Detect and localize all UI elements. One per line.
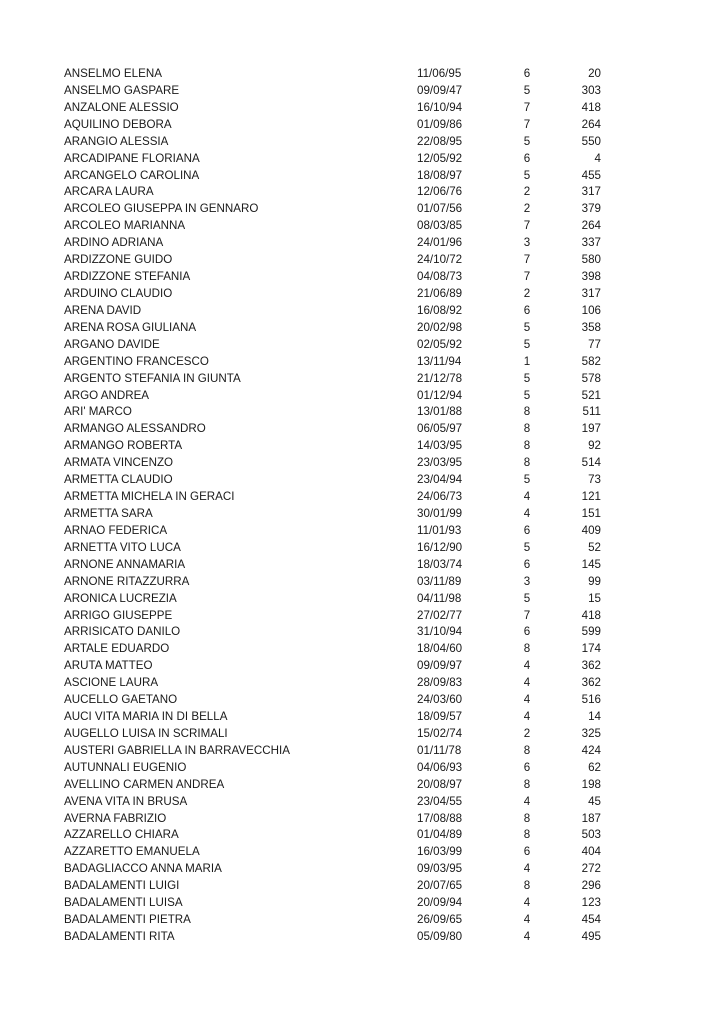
- list-row: [64, 83, 624, 100]
- entry-number: 92: [588, 439, 601, 453]
- group-number: 4: [523, 506, 531, 520]
- birth-date: 20/07/65: [417, 879, 463, 893]
- group-number: 5: [523, 168, 531, 182]
- person-name: BADALAMENTI PIETRA: [64, 913, 191, 927]
- birth-date: 11/06/95: [417, 67, 462, 80]
- list-row: [64, 134, 624, 151]
- group-number: 7: [523, 270, 531, 284]
- entry-number: 20: [588, 67, 601, 80]
- group-number: 7: [523, 253, 531, 267]
- list-row: [64, 523, 624, 540]
- group-number: 7: [523, 100, 531, 114]
- person-name: ARNETTA VITO LUCA: [64, 540, 181, 554]
- person-name: AUTUNNALI EUGENIO: [64, 760, 187, 774]
- group-number: 6: [523, 845, 531, 859]
- group-number: 5: [523, 83, 531, 97]
- list-row: [64, 151, 624, 168]
- birth-date: 03/11/89: [417, 574, 462, 588]
- group-number: 8: [523, 456, 531, 470]
- person-name: ARGENTINO FRANCESCO: [64, 354, 209, 368]
- birth-date: 12/05/92: [417, 151, 463, 165]
- person-name: ARTALE EDUARDO: [64, 642, 170, 656]
- birth-date: 13/01/88: [417, 405, 463, 419]
- group-number: 5: [523, 591, 531, 605]
- person-name: ARMETTA SARA: [64, 506, 153, 520]
- list-row: [64, 489, 624, 506]
- entry-number: 73: [588, 473, 601, 487]
- person-name: ARENA DAVID: [64, 303, 142, 317]
- person-name: AZZARETTO EMANUELA: [64, 845, 200, 859]
- person-name: ARCADIPANE FLORIANA: [64, 151, 200, 165]
- entry-number: 404: [581, 845, 601, 859]
- group-number: 6: [523, 303, 531, 317]
- entry-number: 272: [581, 862, 601, 876]
- entry-number: 578: [581, 371, 601, 385]
- list-row: [64, 320, 624, 337]
- person-name: ARMETTA CLAUDIO: [64, 473, 173, 487]
- list-row: [64, 286, 624, 303]
- entry-number: 418: [581, 608, 601, 622]
- list-row: [64, 438, 624, 455]
- entry-number: 317: [581, 185, 601, 199]
- list-row: [64, 218, 624, 235]
- group-number: 6: [523, 760, 531, 774]
- group-number: 4: [523, 913, 531, 927]
- entry-number: 123: [581, 896, 601, 910]
- group-number: 8: [523, 422, 531, 436]
- group-number: 6: [523, 625, 531, 639]
- group-number: 5: [523, 134, 531, 148]
- person-name: ASCIONE LAURA: [64, 676, 159, 690]
- birth-date: 21/12/78: [417, 371, 463, 385]
- birth-date: 23/03/95: [417, 456, 463, 470]
- entry-number: 424: [581, 743, 601, 757]
- group-number: 2: [523, 185, 531, 199]
- birth-date: 18/09/57: [417, 710, 463, 724]
- list-row: [64, 235, 624, 252]
- birth-date: 13/11/94: [417, 354, 462, 368]
- entry-number: 303: [581, 83, 601, 97]
- entry-number: 337: [581, 236, 601, 250]
- birth-date: 18/04/60: [417, 642, 463, 656]
- person-name: AZZARELLO CHIARA: [64, 828, 179, 842]
- list-row: [64, 421, 624, 438]
- birth-date: 04/11/98: [417, 591, 462, 605]
- list-row: [64, 371, 624, 388]
- person-name: ARDIZZONE GUIDO: [64, 253, 173, 267]
- list-row: [64, 574, 624, 591]
- list-row: [64, 777, 624, 794]
- person-name: ARCANGELO CAROLINA: [64, 168, 200, 182]
- group-number: 4: [523, 710, 531, 724]
- person-name: BADAGLIACCO ANNA MARIA: [64, 862, 222, 876]
- entry-number: 325: [581, 726, 601, 740]
- group-number: 6: [523, 557, 531, 571]
- entry-number: 362: [581, 676, 601, 690]
- person-name: ARRISICATO DANILO: [64, 625, 181, 639]
- birth-date: 16/03/99: [417, 845, 463, 859]
- list-row: [64, 709, 624, 726]
- birth-date: 01/07/56: [417, 202, 463, 216]
- group-number: 6: [523, 151, 531, 165]
- name-list: [64, 66, 624, 946]
- person-name: AQUILINO DEBORA: [64, 117, 172, 131]
- birth-date: 30/01/99: [417, 506, 463, 520]
- birth-date: 18/03/74: [417, 557, 463, 571]
- birth-date: 23/04/94: [417, 473, 463, 487]
- birth-date: 09/09/47: [417, 83, 463, 97]
- person-name: ARDIZZONE STEFANIA: [64, 270, 191, 284]
- group-number: 8: [523, 642, 531, 656]
- list-row: [64, 540, 624, 557]
- birth-date: 26/09/65: [417, 913, 463, 927]
- group-number: 4: [523, 676, 531, 690]
- person-name: AUCI VITA MARIA IN DI BELLA: [64, 710, 228, 724]
- birth-date: 15/02/74: [417, 726, 463, 740]
- person-name: ARGO ANDREA: [64, 388, 150, 402]
- person-name: ANSELMO ELENA: [64, 67, 162, 80]
- birth-date: 14/03/95: [417, 439, 463, 453]
- person-name: ARMETTA MICHELA IN GERACI: [64, 490, 235, 504]
- person-name: ARNAO FEDERICA: [64, 523, 168, 537]
- person-name: ARRIGO GIUSEPPE: [64, 608, 173, 622]
- person-name: ARDUINO CLAUDIO: [64, 286, 173, 300]
- list-row: [64, 811, 624, 828]
- person-name: ARUTA MATTEO: [64, 659, 153, 673]
- group-number: 1: [523, 354, 531, 368]
- group-number: 4: [523, 794, 531, 808]
- list-row: [64, 675, 624, 692]
- person-name: ARENA ROSA GIULIANA: [64, 320, 197, 334]
- group-number: 7: [523, 608, 531, 622]
- entry-number: 455: [581, 168, 601, 182]
- entry-number: 45: [588, 794, 601, 808]
- birth-date: 02/05/92: [417, 337, 463, 351]
- person-name: ARCARA LAURA: [64, 185, 154, 199]
- list-row: [64, 692, 624, 709]
- entry-number: 77: [588, 337, 601, 351]
- person-name: ARGANO DAVIDE: [64, 337, 160, 351]
- birth-date: 16/08/92: [417, 303, 463, 317]
- group-number: 8: [523, 777, 531, 791]
- group-number: 4: [523, 490, 531, 504]
- entry-number: 198: [581, 777, 601, 791]
- person-name: AUCELLO GAETANO: [64, 693, 178, 707]
- entry-number: 4: [594, 151, 601, 165]
- entry-number: 511: [582, 405, 601, 419]
- group-number: 8: [523, 439, 531, 453]
- birth-date: 24/06/73: [417, 490, 463, 504]
- entry-number: 516: [581, 693, 601, 707]
- group-number: 4: [523, 930, 531, 944]
- list-row: [64, 624, 624, 641]
- list-row: [64, 591, 624, 608]
- birth-date: 16/10/94: [417, 100, 463, 114]
- list-row: [64, 557, 624, 574]
- group-number: 5: [523, 371, 531, 385]
- group-number: 4: [523, 896, 531, 910]
- list-row: [64, 472, 624, 489]
- birth-date: 31/10/94: [417, 625, 463, 639]
- list-row: [64, 184, 624, 201]
- person-name: ARDINO ADRIANA: [64, 236, 164, 250]
- person-name: ARGENTO STEFANIA IN GIUNTA: [64, 371, 241, 385]
- group-number: 5: [523, 540, 531, 554]
- list-row: [64, 337, 624, 354]
- list-row: [64, 658, 624, 675]
- person-name: ARONICA LUCREZIA: [64, 591, 177, 605]
- list-row: [64, 895, 624, 912]
- list-row: [64, 168, 624, 185]
- birth-date: 12/06/76: [417, 185, 463, 199]
- entry-number: 317: [581, 286, 601, 300]
- birth-date: 20/09/94: [417, 896, 463, 910]
- list-row: [64, 861, 624, 878]
- birth-date: 24/10/72: [417, 253, 463, 267]
- entry-number: 14: [588, 710, 601, 724]
- birth-date: 16/12/90: [417, 540, 463, 554]
- birth-date: 27/02/77: [417, 608, 463, 622]
- group-number: 5: [523, 337, 531, 351]
- person-name: BADALAMENTI LUIGI: [64, 879, 180, 893]
- entry-number: 174: [581, 642, 601, 656]
- group-number: 6: [523, 523, 531, 537]
- entry-number: 121: [581, 490, 601, 504]
- group-number: 6: [523, 67, 531, 80]
- group-number: 5: [523, 320, 531, 334]
- list-row: [64, 303, 624, 320]
- birth-date: 05/09/80: [417, 930, 463, 944]
- birth-date: 04/06/93: [417, 760, 463, 774]
- birth-date: 21/06/89: [417, 286, 463, 300]
- birth-date: 11/01/93: [417, 523, 462, 537]
- list-row: [64, 912, 624, 929]
- list-row: [64, 743, 624, 760]
- birth-date: 01/12/94: [417, 388, 463, 402]
- group-number: 7: [523, 219, 531, 233]
- birth-date: 04/08/73: [417, 270, 463, 284]
- person-name: ARMANGO ALESSANDRO: [64, 422, 206, 436]
- birth-date: 08/03/85: [417, 219, 463, 233]
- birth-date: 20/08/97: [417, 777, 463, 791]
- entry-number: 398: [581, 270, 601, 284]
- list-row: [64, 117, 624, 134]
- list-row: [64, 66, 624, 83]
- entry-number: 521: [581, 388, 601, 402]
- birth-date: 01/04/89: [417, 828, 463, 842]
- entry-number: 15: [588, 591, 601, 605]
- entry-number: 264: [581, 219, 601, 233]
- entry-number: 418: [581, 100, 601, 114]
- entry-number: 454: [581, 913, 601, 927]
- list-row: [64, 760, 624, 777]
- list-row: [64, 641, 624, 658]
- group-number: 2: [523, 202, 531, 216]
- list-row: [64, 455, 624, 472]
- person-name: AVELLINO CARMEN ANDREA: [64, 777, 225, 791]
- entry-number: 52: [588, 540, 601, 554]
- list-row: [64, 726, 624, 743]
- birth-date: 28/09/83: [417, 676, 463, 690]
- group-number: 3: [523, 574, 531, 588]
- list-row: [64, 878, 624, 895]
- entry-number: 379: [581, 202, 601, 216]
- group-number: 8: [523, 811, 531, 825]
- entry-number: 106: [581, 303, 601, 317]
- birth-date: 23/04/55: [417, 794, 463, 808]
- entry-number: 362: [581, 659, 601, 673]
- list-row: [64, 506, 624, 523]
- list-row: [64, 201, 624, 218]
- person-name: ARNONE ANNAMARIA: [64, 557, 186, 571]
- person-name: AUSTERI GABRIELLA IN BARRAVECCHIA: [64, 743, 290, 757]
- group-number: 5: [523, 473, 531, 487]
- birth-date: 22/08/95: [417, 134, 463, 148]
- group-number: 8: [523, 743, 531, 757]
- entry-number: 495: [581, 930, 601, 944]
- list-row: [64, 929, 624, 946]
- birth-date: 01/09/86: [417, 117, 463, 131]
- group-number: 2: [523, 726, 531, 740]
- person-name: AVENA VITA IN BRUSA: [64, 794, 188, 808]
- entry-number: 580: [581, 253, 601, 267]
- person-name: AUGELLO LUISA IN SCRIMALI: [64, 726, 228, 740]
- entry-number: 503: [581, 828, 601, 842]
- person-name: BADALAMENTI RITA: [64, 930, 175, 944]
- entry-number: 197: [581, 422, 601, 436]
- group-number: 8: [523, 879, 531, 893]
- list-row: [64, 827, 624, 844]
- birth-date: 06/05/97: [417, 422, 463, 436]
- entry-number: 599: [581, 625, 601, 639]
- entry-number: 296: [581, 879, 601, 893]
- group-number: 8: [523, 405, 531, 419]
- entry-number: 62: [588, 760, 601, 774]
- group-number: 4: [523, 862, 531, 876]
- person-name: ANZALONE ALESSIO: [64, 100, 179, 114]
- list-row: [64, 608, 624, 625]
- person-name: ARMATA VINCENZO: [64, 456, 174, 470]
- person-name: ARMANGO ROBERTA: [64, 439, 183, 453]
- person-name: AVERNA FABRIZIO: [64, 811, 167, 825]
- birth-date: 24/03/60: [417, 693, 463, 707]
- group-number: 4: [523, 693, 531, 707]
- person-name: BADALAMENTI LUISA: [64, 896, 183, 910]
- birth-date: 20/02/98: [417, 320, 463, 334]
- group-number: 5: [523, 388, 531, 402]
- entry-number: 582: [581, 354, 601, 368]
- person-name: ARCOLEO GIUSEPPA IN GENNARO: [64, 202, 259, 216]
- person-name: ARANGIO ALESSIA: [64, 134, 169, 148]
- entry-number: 514: [581, 456, 601, 470]
- person-name: ARNONE RITAZZURRA: [64, 574, 190, 588]
- birth-date: 24/01/96: [417, 236, 463, 250]
- group-number: 3: [523, 236, 531, 250]
- birth-date: 09/09/97: [417, 659, 463, 673]
- entry-number: 99: [588, 574, 601, 588]
- list-row: [64, 794, 624, 811]
- entry-number: 550: [581, 134, 601, 148]
- group-number: 8: [523, 828, 531, 842]
- list-row: [64, 388, 624, 405]
- list-row: [64, 844, 624, 861]
- entry-number: 151: [581, 506, 601, 520]
- group-number: 7: [523, 117, 531, 131]
- group-number: 2: [523, 286, 531, 300]
- person-name: ANSELMO GASPARE: [64, 83, 180, 97]
- birth-date: 17/08/88: [417, 811, 463, 825]
- list-row: [64, 269, 624, 286]
- list-row: [64, 252, 624, 269]
- person-name: ARI' MARCO: [64, 405, 132, 419]
- entry-number: 409: [581, 523, 601, 537]
- list-row: [64, 354, 624, 371]
- entry-number: 145: [581, 557, 601, 571]
- person-name: ARCOLEO MARIANNA: [64, 219, 186, 233]
- entry-number: 264: [581, 117, 601, 131]
- entry-number: 358: [581, 320, 601, 334]
- list-row: [64, 404, 624, 421]
- birth-date: 01/11/78: [417, 743, 462, 757]
- list-row: [64, 100, 624, 117]
- entry-number: 187: [581, 811, 601, 825]
- birth-date: 18/08/97: [417, 168, 463, 182]
- group-number: 4: [523, 659, 531, 673]
- birth-date: 09/03/95: [417, 862, 463, 876]
